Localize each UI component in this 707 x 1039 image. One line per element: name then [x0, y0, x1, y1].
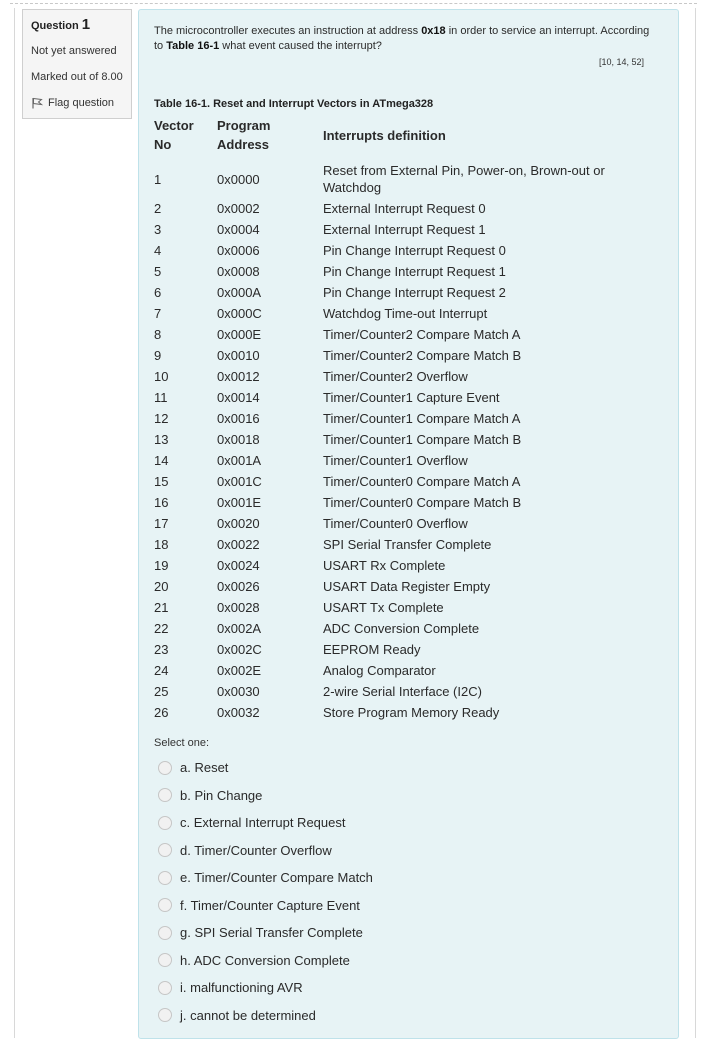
- radio-button[interactable]: [158, 816, 172, 830]
- interrupt-definition-cell: Watchdog Time-out Interrupt: [323, 306, 488, 321]
- table-row: [151, 702, 623, 723]
- vector-no-cell: 9: [154, 348, 162, 363]
- radio-button[interactable]: [158, 898, 172, 912]
- flag-question-label: Flag question: [48, 97, 115, 109]
- answer-option[interactable]: [158, 837, 558, 865]
- interrupt-definition-cell: Timer/Counter2 Compare Match A: [323, 327, 521, 342]
- program-address-cell: 0x0024: [217, 558, 260, 573]
- vector-no-cell: 16: [154, 495, 169, 510]
- program-address-cell: 0x0022: [217, 537, 260, 552]
- interrupt-definition-cell: Reset from External Pin, Power-on, Brown-out or Watchdog: [323, 163, 605, 195]
- answer-option-label: c. External Interrupt Request: [180, 815, 346, 831]
- table-row: [151, 324, 623, 345]
- interrupt-definition-cell: USART Rx Complete: [323, 558, 446, 573]
- question-content: [138, 9, 679, 1039]
- vector-no-cell: 25: [154, 684, 169, 699]
- vector-no-cell: 21: [154, 600, 169, 615]
- answer-option[interactable]: [158, 754, 558, 782]
- question-info-panel: [22, 9, 132, 119]
- answer-option[interactable]: [158, 919, 558, 947]
- header-vector-no-text: Vector No: [154, 118, 194, 152]
- table-row: [151, 534, 623, 555]
- table-row: [151, 345, 623, 366]
- vector-no-cell: 8: [154, 327, 162, 342]
- program-address-cell: 0x001A: [217, 453, 262, 468]
- answer-option-label: e. Timer/Counter Compare Match: [180, 870, 373, 886]
- answer-options: [158, 754, 558, 1029]
- vector-no-cell: 15: [154, 474, 169, 489]
- program-address-cell: 0x0030: [217, 684, 260, 699]
- table-row: [151, 429, 623, 450]
- answer-option-label: j. cannot be determined: [180, 1007, 316, 1023]
- program-address-cell: 0x0032: [217, 705, 260, 720]
- program-address-cell: 0x001E: [217, 495, 262, 510]
- radio-button[interactable]: [158, 761, 172, 775]
- interrupt-definition-cell: Timer/Counter1 Overflow: [323, 453, 468, 468]
- interrupt-definition-cell: Timer/Counter0 Overflow: [323, 516, 468, 531]
- table-row: [151, 366, 623, 387]
- program-address-cell: 0x0008: [217, 264, 260, 279]
- table-row: [151, 576, 623, 597]
- interrupt-definition-cell: External Interrupt Request 1: [323, 222, 486, 237]
- table-row: [151, 303, 623, 324]
- program-address-cell: 0x0012: [217, 369, 260, 384]
- program-address-cell: 0x0010: [217, 348, 260, 363]
- interrupt-definition-cell: Store Program Memory Ready: [323, 705, 500, 720]
- program-address-cell: 0x0002: [217, 201, 260, 216]
- program-address-cell: 0x0028: [217, 600, 260, 615]
- table-body: [151, 160, 623, 723]
- table-row: [151, 450, 623, 471]
- answer-option-label: i. malfunctioning AVR: [180, 980, 303, 996]
- interrupt-definition-cell: Timer/Counter1 Compare Match B: [323, 432, 522, 447]
- question-number: [31, 16, 123, 33]
- interrupt-definition-cell: Pin Change Interrupt Request 2: [323, 285, 506, 300]
- question-text-part: The microcontroller executes an instruction at address: [154, 25, 422, 37]
- radio-button[interactable]: [158, 843, 172, 857]
- vector-no-cell: 11: [154, 390, 168, 405]
- vector-no-cell: 14: [154, 453, 169, 468]
- question-grade: Marked out of 8.00: [31, 71, 123, 83]
- table-row: [151, 513, 623, 534]
- table-row: [151, 160, 623, 198]
- answer-option[interactable]: [158, 864, 558, 892]
- radio-button[interactable]: [158, 1008, 172, 1022]
- question-marks: [10, 14, 52]: [598, 57, 644, 67]
- table-row: [151, 471, 623, 492]
- program-address-cell: 0x002E: [217, 663, 262, 678]
- answer-option[interactable]: [158, 892, 558, 920]
- vector-no-cell: 6: [154, 285, 162, 300]
- question-text-part: in order to service an interrupt. According to: [154, 25, 650, 52]
- answer-option[interactable]: [158, 782, 558, 810]
- table-row: [151, 408, 623, 429]
- vector-no-cell: 26: [154, 705, 169, 720]
- table-row: [151, 639, 623, 660]
- interrupt-definition-cell: EEPROM Ready: [323, 642, 421, 657]
- answer-option[interactable]: [158, 1002, 558, 1030]
- table-row: [151, 240, 623, 261]
- vector-no-cell: 20: [154, 579, 169, 594]
- program-address-cell: 0x000E: [217, 327, 262, 342]
- answer-option-label: a. Reset: [180, 760, 229, 776]
- interrupt-definition-cell: Timer/Counter2 Overflow: [323, 369, 468, 384]
- interrupt-definition-cell: 2-wire Serial Interface (I2C): [323, 684, 482, 699]
- table-row: [151, 555, 623, 576]
- program-address-cell: 0x0000: [217, 171, 260, 187]
- table-row: [151, 282, 623, 303]
- interrupt-definition-cell: Timer/Counter1 Compare Match A: [323, 411, 521, 426]
- vector-no-cell: 13: [154, 432, 169, 447]
- program-address-cell: 0x0020: [217, 516, 260, 531]
- vector-no-cell: 22: [154, 621, 169, 636]
- vector-no-cell: 1: [154, 171, 162, 187]
- interrupt-definition-cell: Timer/Counter0 Compare Match B: [323, 495, 522, 510]
- interrupt-definition-cell: SPI Serial Transfer Complete: [323, 537, 492, 552]
- interrupt-definition-cell: USART Data Register Empty: [323, 579, 491, 594]
- table-row: [151, 492, 623, 513]
- program-address-cell: 0x0018: [217, 432, 260, 447]
- header-program-address: [214, 114, 320, 160]
- interrupt-definition-cell: USART Tx Complete: [323, 600, 444, 615]
- vector-no-cell: 23: [154, 642, 169, 657]
- table-row: [151, 198, 623, 219]
- interrupt-definition-cell: ADC Conversion Complete: [323, 621, 480, 636]
- program-address-cell: 0x0014: [217, 390, 260, 405]
- question-address: 0x18: [421, 25, 446, 37]
- program-address-cell: 0x000C: [217, 306, 262, 321]
- interrupt-vector-table: [151, 114, 623, 723]
- answer-option-label: d. Timer/Counter Overflow: [180, 842, 332, 858]
- radio-button[interactable]: [158, 981, 172, 995]
- interrupt-definition-cell: Pin Change Interrupt Request 1: [323, 264, 506, 279]
- vector-no-cell: 3: [154, 222, 162, 237]
- vector-no-cell: 18: [154, 537, 169, 552]
- radio-button[interactable]: [158, 953, 172, 967]
- header-program-address-text: Program Address: [217, 118, 271, 152]
- question-number-value: 1: [81, 16, 91, 33]
- select-one-label: Select one:: [154, 737, 210, 749]
- radio-button[interactable]: [158, 871, 172, 885]
- vector-no-cell: 2: [154, 201, 162, 216]
- radio-button[interactable]: [158, 926, 172, 940]
- vector-no-cell: 12: [154, 411, 169, 426]
- flag-icon: [31, 97, 43, 109]
- flag-question-button[interactable]: [31, 97, 123, 109]
- interrupt-definition-cell: Timer/Counter1 Capture Event: [323, 390, 500, 405]
- program-address-cell: 0x002C: [217, 642, 262, 657]
- interrupt-definition-cell: Pin Change Interrupt Request 0: [323, 243, 506, 258]
- answer-option[interactable]: [158, 947, 558, 975]
- vector-no-cell: 17: [154, 516, 169, 531]
- question-state: Not yet answered: [31, 45, 117, 57]
- vector-no-cell: 7: [154, 306, 162, 321]
- header-vector-no: [151, 114, 214, 160]
- radio-button[interactable]: [158, 788, 172, 802]
- answer-option-label: f. Timer/Counter Capture Event: [180, 897, 360, 913]
- vector-no-cell: 19: [154, 558, 169, 573]
- table-row: [151, 219, 623, 240]
- answer-option-label: h. ADC Conversion Complete: [180, 952, 350, 968]
- table-caption: Table 16-1. Reset and Interrupt Vectors in ATmega328: [154, 98, 434, 110]
- top-divider: [10, 3, 697, 4]
- table-row: [151, 618, 623, 639]
- interrupt-definition-cell: Timer/Counter2 Compare Match B: [323, 348, 522, 363]
- program-address-cell: 0x0026: [217, 579, 260, 594]
- answer-option[interactable]: [158, 809, 558, 837]
- table-row: [151, 597, 623, 618]
- vector-no-cell: 4: [154, 243, 162, 258]
- table-row: [151, 261, 623, 282]
- interrupt-definition-cell: Analog Comparator: [323, 663, 436, 678]
- question-text-part: what event caused the interrupt?: [219, 40, 382, 52]
- answer-option[interactable]: [158, 974, 558, 1002]
- header-interrupts-definition: Interrupts definition: [323, 127, 446, 143]
- vector-no-cell: 24: [154, 663, 169, 678]
- table-row: [151, 660, 623, 681]
- program-address-cell: 0x0004: [217, 222, 260, 237]
- question-label: Question: [31, 20, 79, 32]
- table-row: [151, 387, 623, 408]
- table-header-row: [151, 114, 623, 160]
- interrupt-definition-cell: External Interrupt Request 0: [323, 201, 486, 216]
- interrupt-definition-cell: Timer/Counter0 Compare Match A: [323, 474, 521, 489]
- question-table-ref: Table 16-1: [166, 40, 220, 52]
- question-text: [154, 24, 659, 54]
- answer-option-label: g. SPI Serial Transfer Complete: [180, 925, 363, 941]
- vector-no-cell: 5: [154, 264, 162, 279]
- table-row: [151, 681, 623, 702]
- answer-option-label: b. Pin Change: [180, 787, 263, 803]
- program-address-cell: 0x000A: [217, 285, 262, 300]
- program-address-cell: 0x0016: [217, 411, 260, 426]
- vector-no-cell: 10: [154, 369, 169, 384]
- program-address-cell: 0x001C: [217, 474, 262, 489]
- program-address-cell: 0x002A: [217, 621, 262, 636]
- program-address-cell: 0x0006: [217, 243, 260, 258]
